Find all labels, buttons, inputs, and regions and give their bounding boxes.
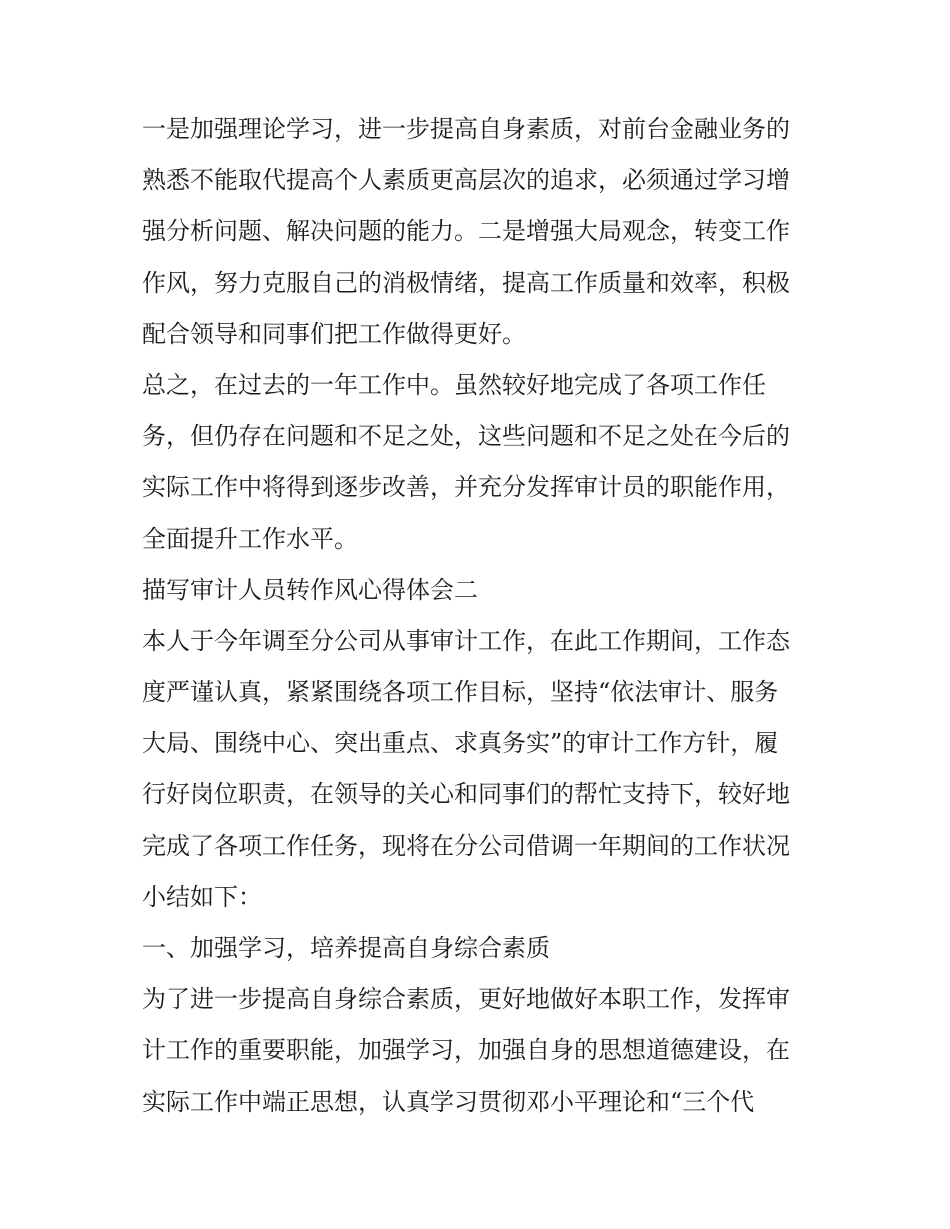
text-line: 作风，努力克服自己的消极情绪，提高工作质量和效率，积极: [142, 268, 790, 297]
text-line: 全面提升工作水平。: [142, 524, 358, 553]
text-line: 完成了各项工作任务，现将在分公司借调一年期间的工作状况: [142, 831, 790, 860]
document-page: [142, 104, 822, 1128]
text-line: 务，但仍存在问题和不足之处，这些问题和不足之处在今后的: [142, 422, 790, 451]
text-line: 实际工作中将得到逐步改善，并充分发挥审计员的职能作用，: [142, 473, 790, 502]
text-line: 小结如下：: [142, 882, 262, 911]
text-line: 计工作的重要职能，加强学习，加强自身的思想道德建设，在: [142, 1036, 790, 1065]
text-line: 大局、围绕中心、突出重点、求真务实”的审计工作方针，履: [142, 729, 779, 758]
text-line: 强分析问题、解决问题的能力。二是增强大局观念，转变工作: [142, 217, 790, 246]
text-line: 行好岗位职责，在领导的关心和同事们的帮忙支持下，较好地: [142, 780, 790, 809]
text-line: 一是加强理论学习，进一步提高自身素质，对前台金融业务的: [142, 115, 790, 143]
section-heading: 描写审计人员转作风心得体会二: [142, 575, 478, 604]
text-line: 实际工作中端正思想，认真学习贯彻邓小平理论和“三个代: [142, 1087, 755, 1116]
text-line: 配合领导和同事们把工作做得更好。: [142, 319, 526, 348]
text-line: 本人于今年调至分公司从事审计工作，在此工作期间，工作态: [142, 626, 790, 655]
subsection-heading: 一、加强学习，培养提高自身综合素质: [142, 934, 550, 962]
text-line: 熟悉不能取代提高个人素质更高层次的追求，必须通过学习增: [142, 166, 790, 195]
text-line: 度严谨认真，紧紧围绕各项工作目标，坚持“依法审计、服务: [142, 678, 779, 707]
text-line: 为了进一步提高自身综合素质，更好地做好本职工作，发挥审: [142, 985, 790, 1014]
text-line: 总之，在过去的一年工作中。虽然较好地完成了各项工作任: [142, 370, 766, 399]
